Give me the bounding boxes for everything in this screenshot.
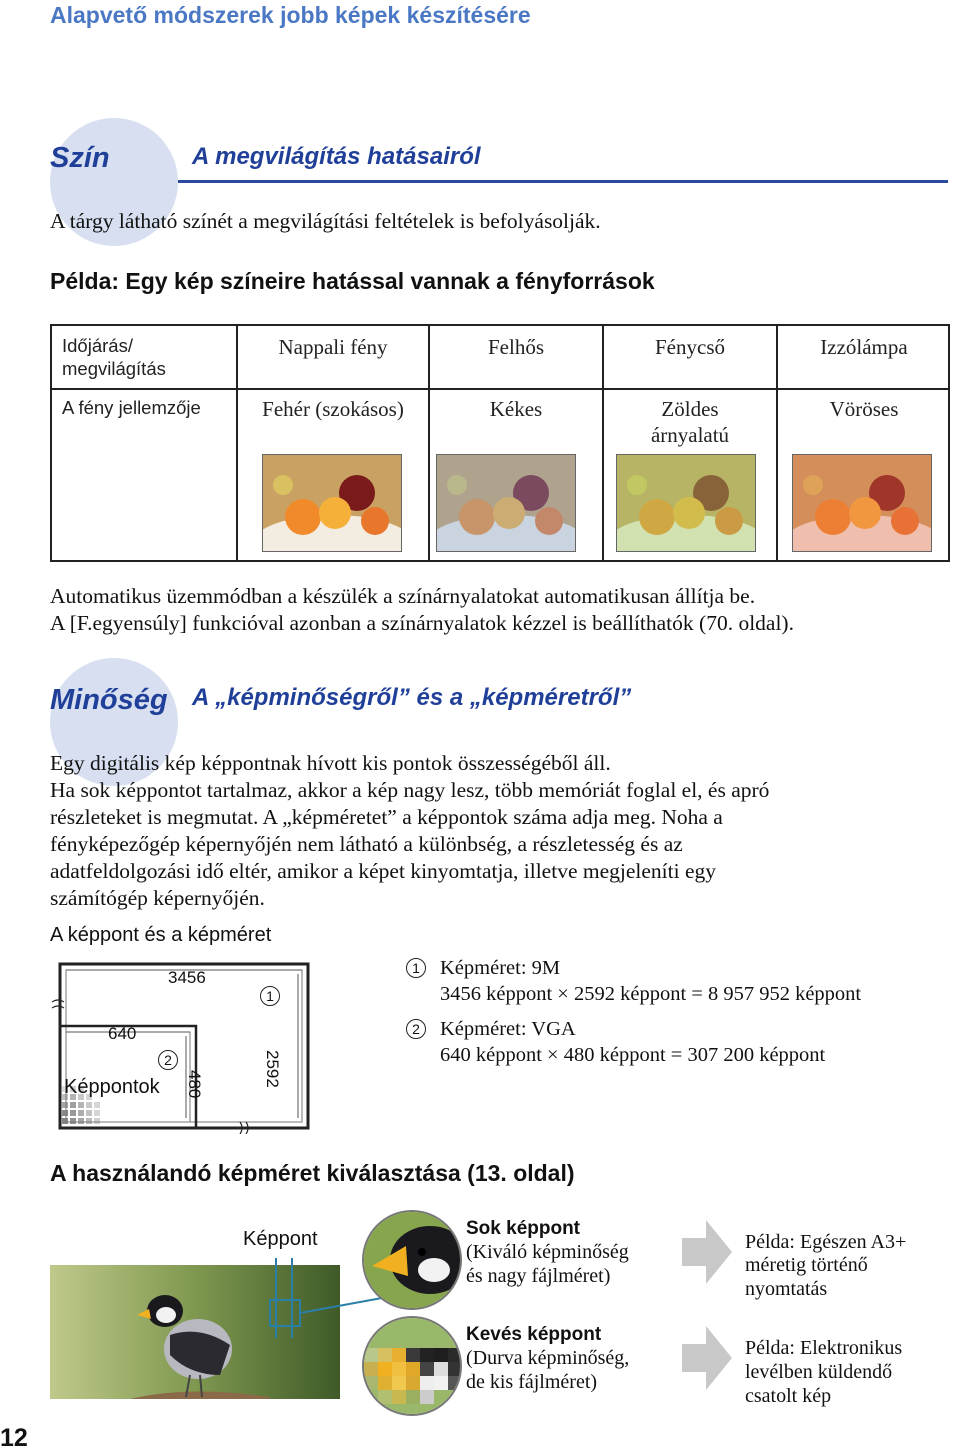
table-cell-character: Vöröses	[829, 397, 899, 421]
many-title: Sok képpont	[466, 1218, 581, 1239]
many-example: nyomtatás	[745, 1278, 828, 1300]
quality-paragraph-line: részleteket is megmutat. A „képméretet” a képpontok száma adja meg. Noha a	[50, 805, 723, 829]
many-example: méretig történő	[745, 1254, 868, 1276]
table-cell-source: Izzólámpa	[820, 335, 908, 359]
table-divider	[236, 326, 238, 560]
size-number: 1	[406, 958, 426, 978]
page-title: Alapvető módszerek jobb képek készítésére	[50, 2, 531, 28]
few-example: levélben küldendő	[745, 1361, 893, 1383]
color-paragraph-line: A [F.egyensúly] funkcióval azonban a színárnyalatok kézzel is beállíthatók (70. oldal).	[50, 611, 794, 635]
fruit-photo-daylight	[262, 454, 402, 552]
arrow-right-icon	[682, 1326, 732, 1394]
size-number: 2	[406, 1019, 426, 1039]
many-example: Példa: Egészen A3+	[745, 1231, 907, 1253]
marker-1: 1	[260, 986, 280, 1006]
large-width-label: 3456	[168, 968, 206, 987]
size-line: Képméret: 9M	[440, 957, 561, 979]
quality-paragraph-line: adatfeldolgozási idő eltér, amikor a képet kinyomtatja, illetve megjeleníti egy	[50, 859, 717, 883]
table-divider	[428, 326, 430, 560]
quality-paragraph-line: Egy digitális kép képpontnak hívott kis pontok összességéből áll.	[50, 751, 611, 775]
table-row-header: A fény jellemzője	[62, 397, 201, 418]
zoom-detail-few	[362, 1316, 462, 1416]
table-cell-source: Nappali fény	[278, 335, 388, 359]
section-heading-quality: A „képminőségről” és a „képméretről”	[192, 684, 632, 711]
color-intro: A tárgy látható színét a megvilágítási feltételek is befolyásolják.	[50, 209, 601, 233]
many-desc: és nagy fájlméret)	[466, 1265, 611, 1287]
quality-paragraph-line: Ha sok képpontot tartalmaz, akkor a kép nagy lesz, több memóriát foglal el, és apró	[50, 778, 770, 802]
choose-heading: A használandó képméret kiválasztása (13. oldal)	[50, 1160, 575, 1186]
page-number: 12	[0, 1424, 28, 1452]
small-height-label: 480	[185, 1070, 204, 1099]
few-desc: de kis fájlméret)	[466, 1371, 598, 1393]
section-word-quality: Minőség	[50, 684, 168, 716]
quality-paragraph-line: számítógép képernyőjén.	[50, 886, 265, 910]
light-source-table	[50, 324, 950, 562]
quality-paragraph-line: fényképezőgép képernyőjén nem látható a különbség, a részletesség és az	[50, 832, 683, 856]
table-cell-character: Zöldes árnyalatú	[650, 397, 730, 447]
size-line: 640 képpont × 480 képpont = 307 200 képpont	[440, 1044, 826, 1066]
table-divider	[52, 388, 948, 390]
pixels-label: Képpontok	[64, 1076, 160, 1098]
pixel-size-diagram	[50, 958, 312, 1134]
table-divider	[776, 326, 778, 560]
fruit-photo-incandescent	[792, 454, 932, 552]
table-cell-source: Felhős	[487, 335, 544, 359]
size-line: 3456 képpont × 2592 képpont = 8 957 952 képpont	[440, 983, 862, 1005]
many-desc: (Kiváló képminőség	[466, 1241, 629, 1263]
few-desc: (Durva képminőség,	[466, 1347, 630, 1369]
large-height-label: 2592	[263, 1050, 282, 1088]
fruit-photo-fluorescent	[616, 454, 756, 552]
few-example: csatolt kép	[745, 1385, 832, 1407]
table-cell-source: Fénycső	[655, 335, 725, 359]
section-heading-color: A megvilágítás hatásairól	[192, 143, 481, 170]
section-rule	[178, 180, 948, 183]
color-paragraph-line: Automatikus üzemmódban a készülék a színárnyalatokat automatikusan állítja be.	[50, 584, 756, 608]
pixel-label: Képpont	[243, 1228, 318, 1250]
arrow-right-icon	[682, 1220, 732, 1288]
diagram-title: A képpont és a képméret	[50, 924, 272, 946]
table-row-header: Időjárás/ megvilágítás	[62, 335, 166, 379]
small-width-label: 640	[108, 1024, 137, 1043]
example-heading: Példa: Egy kép színeire hatással vannak a fényforrások	[50, 268, 655, 294]
few-title: Kevés képpont	[466, 1324, 602, 1345]
section-word-color: Szín	[50, 142, 110, 174]
fruit-photo-cloudy	[436, 454, 576, 552]
size-line: Képméret: VGA	[440, 1018, 576, 1040]
table-cell-character: Kékes	[489, 397, 543, 421]
marker-2: 2	[158, 1050, 178, 1070]
zoom-detail-many	[362, 1210, 462, 1310]
table-cell-character: Fehér (szokásos)	[262, 397, 404, 421]
few-example: Példa: Elektronikus	[745, 1337, 903, 1359]
